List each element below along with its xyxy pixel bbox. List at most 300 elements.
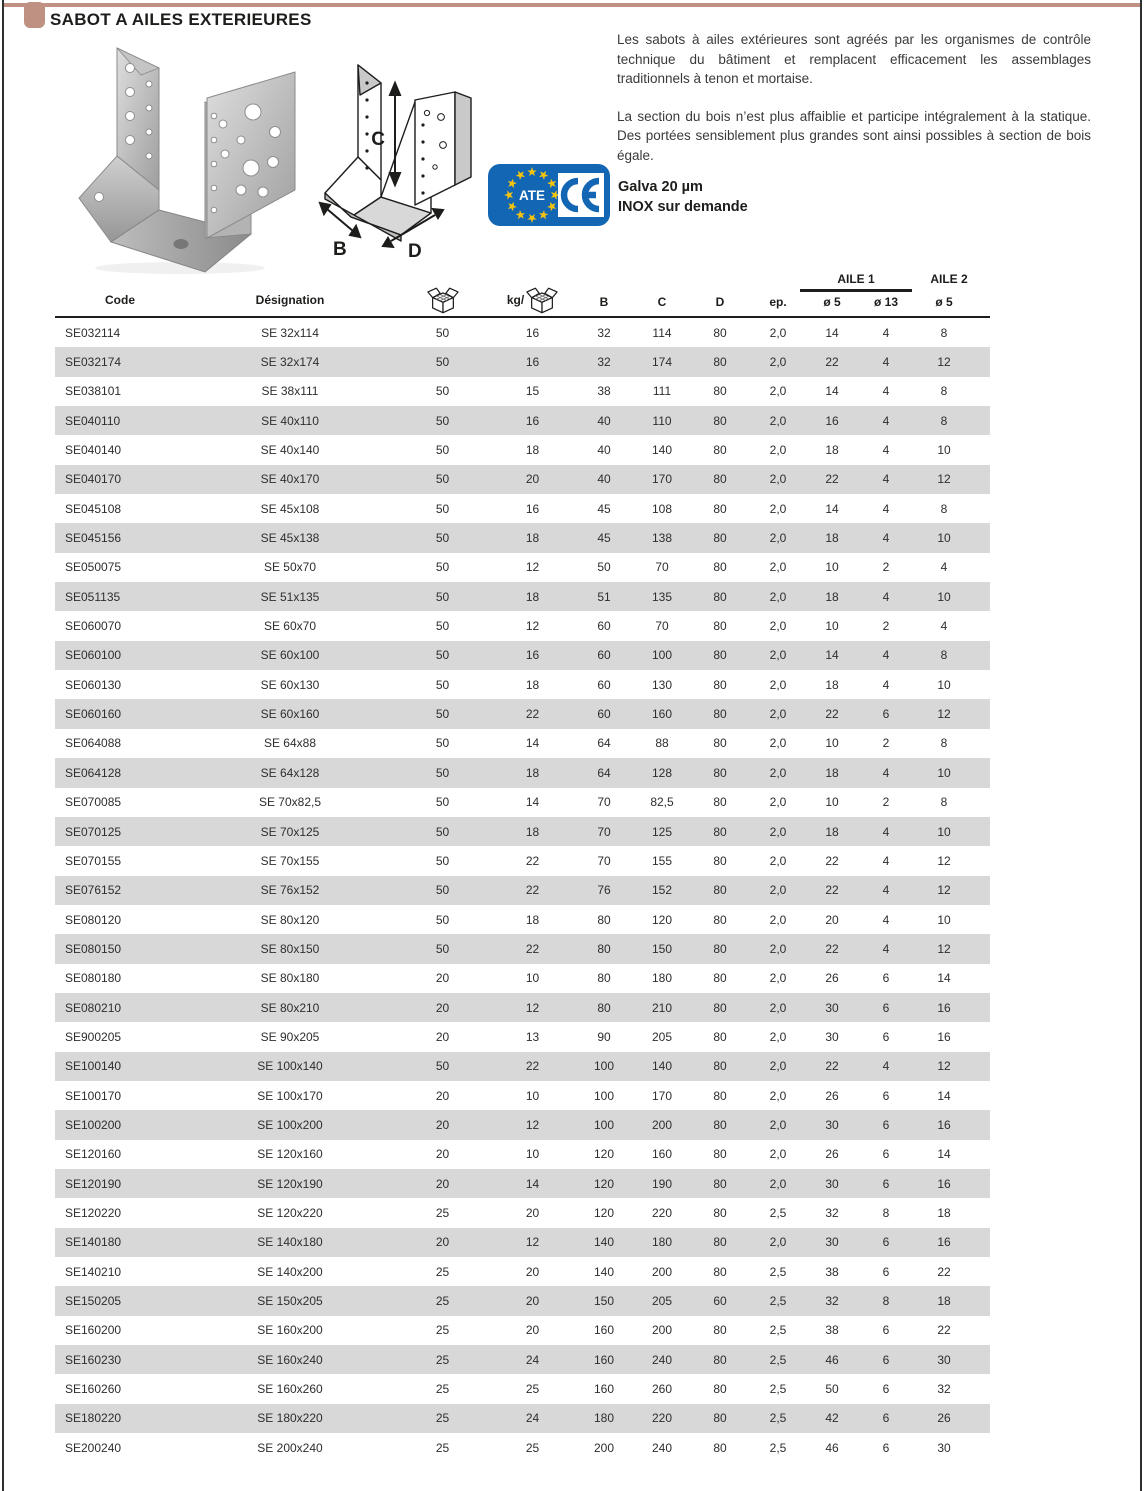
cell-b: 160	[593, 1352, 615, 1367]
cell-qty-per-carton: 50	[435, 1059, 450, 1074]
header-code: Code	[105, 293, 135, 307]
cell-designation: SE 140x200	[257, 1264, 323, 1279]
cell-kg-per-carton: 12	[525, 1117, 540, 1132]
cell-d: 80	[713, 1323, 727, 1338]
cell-aile1-d13: 4	[882, 501, 890, 516]
cell-c: 128	[651, 765, 673, 780]
table-row	[55, 1140, 990, 1169]
cell-aile1-d13: 6	[882, 971, 890, 986]
cell-ep: 2,0	[769, 1117, 787, 1132]
cell-qty-per-carton: 25	[435, 1382, 450, 1397]
cell-kg-per-carton: 18	[525, 824, 540, 839]
cell-code: SE050075	[65, 560, 122, 575]
cell-c: 82,5	[650, 795, 674, 810]
cell-code: SE070125	[65, 824, 122, 839]
cell-code: SE060100	[65, 648, 122, 663]
cell-aile2-d5: 22	[937, 1323, 951, 1338]
cell-c: 111	[652, 384, 672, 399]
carton-box-icon	[427, 285, 459, 314]
table-row	[55, 670, 990, 699]
cell-ep: 2,5	[769, 1411, 787, 1426]
table-header	[55, 270, 990, 318]
cell-aile2-d5: 30	[937, 1440, 951, 1455]
cell-designation: SE 32x114	[261, 325, 319, 340]
cell-b: 80	[597, 912, 611, 927]
cell-kg-per-carton: 16	[525, 355, 540, 370]
cell-qty-per-carton: 50	[435, 443, 450, 458]
cell-aile1-d13: 2	[882, 736, 890, 751]
cell-kg-per-carton: 18	[525, 531, 540, 546]
cell-qty-per-carton: 25	[435, 1323, 450, 1338]
cell-ep: 2,0	[769, 1059, 787, 1074]
cell-kg-per-carton: 20	[525, 1205, 540, 1220]
dimension-diagram	[303, 45, 483, 263]
cell-c: 180	[651, 1235, 673, 1250]
cell-kg-per-carton: 22	[525, 707, 540, 722]
cell-designation: SE 150x205	[257, 1294, 323, 1309]
cell-aile1-d13: 6	[882, 1176, 890, 1191]
cell-d: 80	[713, 1440, 727, 1455]
cell-code: SE140180	[65, 1235, 122, 1250]
cell-aile1-d5: 22	[825, 883, 839, 898]
cell-b: 120	[593, 1147, 615, 1162]
cell-qty-per-carton: 25	[435, 1205, 450, 1220]
cell-ep: 2,0	[769, 472, 787, 487]
cell-code: SE140210	[65, 1264, 122, 1279]
cell-qty-per-carton: 50	[435, 824, 450, 839]
cell-code: SE060130	[65, 677, 122, 692]
cell-qty-per-carton: 50	[435, 531, 450, 546]
table-row	[55, 1257, 990, 1286]
cell-aile2-d5: 10	[937, 531, 951, 546]
table-row	[55, 699, 990, 728]
cell-code: SE160230	[65, 1352, 122, 1367]
cell-qty-per-carton: 50	[435, 355, 450, 370]
table-row	[55, 553, 990, 582]
cell-kg-per-carton: 22	[525, 941, 540, 956]
cell-aile1-d5: 30	[825, 1000, 839, 1015]
cell-aile2-d5: 8	[940, 501, 948, 516]
cell-d: 80	[713, 531, 727, 546]
table-row	[55, 1404, 990, 1433]
cell-aile1-d5: 18	[825, 677, 839, 692]
cell-d: 80	[713, 355, 727, 370]
intro-text	[617, 30, 1091, 165]
cell-aile1-d13: 4	[882, 853, 890, 868]
table-row	[55, 1345, 990, 1374]
cell-d: 80	[713, 1029, 727, 1044]
cell-aile1-d13: 4	[882, 413, 890, 428]
cell-ep: 2,0	[769, 707, 787, 722]
cell-aile2-d5: 8	[940, 795, 948, 810]
cell-b: 38	[597, 384, 611, 399]
table-row	[55, 1052, 990, 1081]
cell-ep: 2,0	[769, 883, 787, 898]
table-row	[55, 318, 990, 347]
cell-aile1-d13: 4	[882, 677, 890, 692]
cell-aile2-d5: 16	[937, 1235, 951, 1250]
cell-code: SE051135	[65, 589, 121, 604]
cell-aile2-d5: 22	[937, 1264, 951, 1279]
cell-qty-per-carton: 50	[435, 648, 450, 663]
cell-aile2-d5: 4	[940, 560, 948, 575]
cell-c: 200	[651, 1264, 673, 1279]
cell-c: 88	[655, 736, 669, 751]
cell-d: 80	[713, 971, 727, 986]
cell-b: 60	[597, 619, 611, 634]
cell-code: SE038101	[65, 384, 122, 399]
cell-c: 170	[651, 1088, 673, 1103]
cell-aile2-d5: 10	[937, 443, 951, 458]
cell-aile2-d5: 10	[937, 912, 951, 927]
cell-c: 138	[651, 531, 673, 546]
cell-designation: SE 200x240	[257, 1440, 323, 1455]
diagram-label-d: D	[408, 241, 422, 262]
cell-aile1-d5: 22	[825, 941, 839, 956]
cell-designation: SE 51x135	[260, 589, 320, 604]
cell-d: 80	[713, 707, 727, 722]
cell-ep: 2,0	[769, 795, 787, 810]
cell-code: SE200240	[65, 1440, 122, 1455]
cell-aile2-d5: 16	[937, 1117, 951, 1132]
diagram-label-b: B	[333, 239, 347, 260]
header-aile2: AILE 2	[930, 272, 968, 286]
cell-c: 260	[651, 1382, 673, 1397]
cell-d: 80	[713, 1411, 727, 1426]
cell-c: 135	[651, 589, 673, 604]
cell-aile2-d5: 16	[937, 1029, 951, 1044]
cell-kg-per-carton: 10	[525, 1147, 540, 1162]
cell-c: 150	[651, 941, 673, 956]
cell-qty-per-carton: 50	[435, 325, 450, 340]
cell-kg-per-carton: 18	[525, 443, 540, 458]
cell-designation: SE 60x130	[260, 677, 320, 692]
cell-code: SE045108	[65, 501, 122, 516]
cell-kg-per-carton: 18	[525, 589, 540, 604]
cell-d: 80	[713, 912, 727, 927]
cell-ep: 2,5	[769, 1323, 787, 1338]
product-photo	[55, 42, 330, 277]
diagram-label-c: C	[371, 129, 385, 150]
cell-designation: SE 60x70	[263, 619, 317, 634]
cell-c: 152	[651, 883, 673, 898]
cell-aile1-d13: 4	[882, 912, 890, 927]
cell-aile1-d5: 10	[825, 560, 839, 575]
cell-ep: 2,0	[769, 765, 787, 780]
cell-d: 80	[713, 1000, 727, 1015]
cell-b: 70	[597, 853, 611, 868]
table-body	[55, 318, 990, 1462]
cell-aile1-d13: 4	[882, 443, 890, 458]
cell-aile2-d5: 10	[937, 765, 951, 780]
cell-qty-per-carton: 50	[435, 560, 450, 575]
cell-qty-per-carton: 50	[435, 472, 450, 487]
page-edge-right	[1140, 0, 1142, 1491]
cell-code: SE100140	[65, 1059, 122, 1074]
cell-kg-per-carton: 16	[525, 501, 540, 516]
cell-aile1-d13: 6	[882, 1000, 890, 1015]
cell-designation: SE 38x111	[261, 384, 319, 399]
cell-b: 80	[597, 1000, 611, 1015]
cell-d: 80	[713, 1059, 727, 1074]
cell-b: 60	[597, 677, 611, 692]
cell-b: 120	[593, 1176, 615, 1191]
cell-b: 60	[597, 648, 611, 663]
ate-ce-logo	[488, 164, 610, 226]
cell-qty-per-carton: 25	[435, 1440, 450, 1455]
cell-b: 32	[597, 355, 611, 370]
cell-c: 140	[651, 443, 673, 458]
cell-c: 205	[651, 1029, 673, 1044]
cell-aile2-d5: 14	[937, 1147, 951, 1162]
cell-code: SE040140	[65, 443, 122, 458]
cell-designation: SE 70x155	[260, 853, 320, 868]
cell-d: 80	[713, 1235, 727, 1250]
table-row	[55, 788, 990, 817]
cell-b: 40	[597, 413, 611, 428]
cell-aile1-d5: 14	[825, 384, 839, 399]
cell-c: 180	[651, 971, 673, 986]
cell-aile1-d5: 14	[825, 501, 839, 516]
cell-designation: SE 64x88	[263, 736, 317, 751]
cell-aile2-d5: 8	[940, 325, 948, 340]
cell-designation: SE 70x125	[260, 824, 320, 839]
cell-aile1-d13: 6	[882, 1323, 890, 1338]
cell-d: 80	[713, 325, 727, 340]
cell-kg-per-carton: 20	[525, 1294, 540, 1309]
cell-designation: SE 64x128	[260, 765, 320, 780]
cell-ep: 2,5	[769, 1382, 787, 1397]
header-aile1-d5: ø 5	[823, 295, 841, 309]
cell-ep: 2,5	[769, 1352, 787, 1367]
cell-code: SE070085	[65, 795, 122, 810]
cell-qty-per-carton: 50	[435, 941, 450, 956]
cell-qty-per-carton: 50	[435, 707, 450, 722]
cell-aile2-d5: 4	[940, 619, 948, 634]
cell-ep: 2,0	[769, 501, 787, 516]
cell-designation: SE 160x200	[257, 1323, 323, 1338]
table-row	[55, 817, 990, 846]
cell-designation: SE 60x160	[260, 707, 320, 722]
cell-designation: SE 160x260	[257, 1382, 323, 1397]
cell-designation: SE 70x82,5	[258, 795, 322, 810]
cell-aile1-d5: 46	[825, 1352, 839, 1367]
cell-b: 180	[593, 1411, 615, 1426]
cell-b: 160	[593, 1382, 615, 1397]
cell-kg-per-carton: 16	[525, 648, 540, 663]
cell-qty-per-carton: 50	[435, 501, 450, 516]
cell-ep: 2,0	[769, 384, 787, 399]
cell-c: 200	[651, 1117, 673, 1132]
cell-code: SE120160	[65, 1147, 122, 1162]
cell-d: 80	[713, 1205, 727, 1220]
cell-designation: SE 80x180	[260, 971, 320, 986]
cell-code: SE120190	[65, 1176, 122, 1191]
table-row	[55, 641, 990, 670]
cell-c: 240	[651, 1440, 673, 1455]
cell-kg-per-carton: 25	[525, 1382, 540, 1397]
cell-aile2-d5: 30	[937, 1352, 951, 1367]
cell-ep: 2,0	[769, 971, 787, 986]
cell-kg-per-carton: 13	[525, 1029, 540, 1044]
table-row	[55, 465, 990, 494]
cell-qty-per-carton: 25	[435, 1352, 450, 1367]
cell-d: 80	[713, 1352, 727, 1367]
cell-kg-per-carton: 18	[525, 677, 540, 692]
product-table	[55, 270, 990, 1462]
cell-aile1-d5: 30	[825, 1176, 839, 1191]
cell-aile2-d5: 26	[937, 1411, 951, 1426]
header-ep: ep.	[769, 295, 787, 309]
cell-b: 70	[597, 824, 611, 839]
cell-b: 40	[597, 472, 611, 487]
cell-designation: SE 120x160	[257, 1147, 323, 1162]
cell-d: 80	[713, 736, 727, 751]
cell-c: 190	[651, 1176, 673, 1191]
cell-c: 140	[651, 1059, 673, 1074]
cell-designation: SE 100x170	[257, 1088, 323, 1103]
cell-c: 174	[651, 355, 673, 370]
table-row	[55, 377, 990, 406]
cell-designation: SE 45x108	[260, 501, 320, 516]
cell-designation: SE 60x100	[260, 648, 320, 663]
page-edge-left	[2, 0, 4, 1491]
cell-aile2-d5: 10	[937, 677, 951, 692]
table-row	[55, 964, 990, 993]
table-row	[55, 993, 990, 1022]
cell-aile1-d13: 4	[882, 648, 890, 663]
cell-aile1-d13: 6	[882, 1029, 890, 1044]
cell-aile1-d13: 4	[882, 765, 890, 780]
cell-d: 80	[713, 619, 727, 634]
table-row	[55, 435, 990, 464]
table-row	[55, 406, 990, 435]
cell-c: 205	[651, 1294, 673, 1309]
cell-qty-per-carton: 20	[435, 1088, 450, 1103]
cell-aile1-d5: 10	[825, 795, 839, 810]
cell-aile1-d13: 4	[882, 472, 890, 487]
cell-kg-per-carton: 12	[525, 1000, 540, 1015]
cell-b: 64	[597, 736, 611, 751]
table-row	[55, 1198, 990, 1227]
cell-code: SE160260	[65, 1382, 122, 1397]
cell-designation: SE 76x152	[260, 883, 320, 898]
cell-designation: SE 45x138	[260, 531, 320, 546]
cell-code: SE070155	[65, 853, 122, 868]
intro-paragraph-2: La section du bois n’est plus affaiblie et participe intégralement à la statique. Des portées sensiblement plus grandes sont ainsi possibles à section de bois égale.	[617, 108, 1091, 163]
cell-d: 60	[713, 1294, 727, 1309]
cell-c: 155	[651, 853, 673, 868]
cell-qty-per-carton: 20	[435, 1000, 450, 1015]
cell-designation: SE 40x110	[261, 413, 319, 428]
cell-aile1-d13: 6	[882, 1440, 890, 1455]
table-row	[55, 1228, 990, 1257]
cell-aile1-d13: 8	[882, 1294, 890, 1309]
cell-aile1-d13: 4	[882, 384, 890, 399]
cell-aile2-d5: 18	[937, 1294, 951, 1309]
cell-aile1-d13: 4	[882, 531, 890, 546]
table-row	[55, 582, 990, 611]
cell-code: SE040170	[65, 472, 122, 487]
cell-aile2-d5: 10	[937, 589, 951, 604]
cell-designation: SE 100x200	[257, 1117, 323, 1132]
cell-d: 80	[713, 853, 727, 868]
cell-ep: 2,0	[769, 589, 787, 604]
cell-kg-per-carton: 24	[525, 1352, 540, 1367]
cell-code: SE080180	[65, 971, 122, 986]
cell-aile1-d13: 4	[882, 589, 890, 604]
cell-aile1-d5: 42	[825, 1411, 839, 1426]
cell-aile1-d5: 38	[825, 1264, 839, 1279]
cell-code: SE064088	[65, 736, 122, 751]
cell-aile1-d5: 38	[825, 1323, 839, 1338]
cell-designation: SE 40x170	[260, 472, 320, 487]
cell-code: SE080150	[65, 941, 122, 956]
cell-c: 110	[652, 413, 672, 428]
cell-b: 32	[597, 325, 611, 340]
cell-d: 80	[713, 443, 727, 458]
cell-aile1-d5: 32	[825, 1205, 839, 1220]
cell-c: 130	[651, 677, 673, 692]
cell-designation: SE 90x205	[260, 1029, 320, 1044]
cell-b: 64	[597, 765, 611, 780]
cell-designation: SE 80x150	[260, 941, 320, 956]
table-row	[55, 876, 990, 905]
cell-ep: 2,0	[769, 531, 787, 546]
cell-aile1-d13: 2	[882, 619, 890, 634]
cell-d: 80	[713, 824, 727, 839]
cell-aile2-d5: 10	[937, 824, 951, 839]
cell-c: 240	[651, 1352, 673, 1367]
cell-designation: SE 120x220	[257, 1205, 323, 1220]
cell-kg-per-carton: 14	[525, 1176, 540, 1191]
cell-aile1-d5: 26	[825, 971, 839, 986]
cell-designation: SE 32x174	[260, 355, 320, 370]
cell-c: 160	[651, 707, 673, 722]
cell-b: 100	[593, 1117, 615, 1132]
cell-b: 76	[597, 883, 611, 898]
cell-aile1-d5: 22	[825, 853, 839, 868]
cell-code: SE076152	[65, 883, 122, 898]
cell-code: SE150205	[65, 1294, 122, 1309]
header-c: C	[657, 295, 667, 309]
cell-code: SE100200	[65, 1117, 122, 1132]
cell-aile2-d5: 12	[937, 472, 951, 487]
cell-aile2-d5: 8	[940, 648, 948, 663]
cell-aile2-d5: 8	[940, 736, 948, 751]
cell-kg-per-carton: 12	[525, 1235, 540, 1250]
cell-kg-per-carton: 18	[525, 912, 540, 927]
cell-aile2-d5: 12	[937, 1059, 951, 1074]
cell-designation: SE 120x190	[257, 1176, 323, 1191]
cell-aile1-d5: 30	[825, 1235, 839, 1250]
header-aile1: AILE 1	[837, 272, 875, 286]
intro-paragraph-1: Les sabots à ailes extérieures sont agréés par les organismes de contrôle technique du bâtiment et remplacent efficacement les assemblages traditionnels à tenon et mortaise.	[617, 32, 1091, 87]
cell-d: 80	[713, 883, 727, 898]
cell-designation: SE 80x120	[260, 912, 320, 927]
cell-qty-per-carton: 50	[435, 736, 450, 751]
cell-b: 50	[597, 560, 611, 575]
cell-kg-per-carton: 16	[525, 325, 540, 340]
cell-code: SE180220	[65, 1411, 122, 1426]
cell-aile2-d5: 16	[937, 1176, 951, 1191]
cell-aile1-d5: 18	[825, 589, 839, 604]
table-row	[55, 1081, 990, 1110]
cell-code: SE045156	[65, 531, 122, 546]
cell-c: 160	[651, 1147, 673, 1162]
cell-ep: 2,0	[769, 560, 787, 575]
table-row	[55, 1374, 990, 1403]
